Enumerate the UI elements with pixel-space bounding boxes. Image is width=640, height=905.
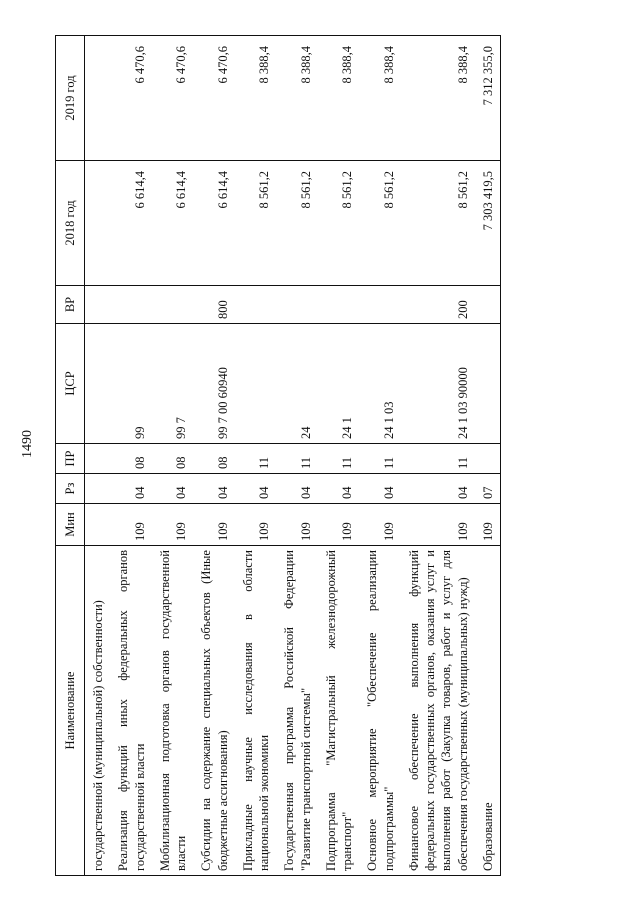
row-name: государственной (муниципальной) собственности) [85, 546, 111, 876]
row-2019 [85, 36, 111, 161]
row-2018: 6 614,4 [152, 161, 194, 286]
row-rz: 04 [110, 474, 152, 504]
row-min [85, 504, 111, 546]
table-row [85, 36, 111, 876]
row-csr [475, 324, 501, 444]
row-pr: 11 [276, 444, 318, 474]
row-2018: 7 303 419,5 [475, 161, 501, 286]
table-row [401, 36, 475, 876]
row-csr [85, 324, 111, 444]
row-2019: 8 388,4 [401, 36, 475, 161]
row-pr: 11 [401, 444, 475, 474]
row-2018: 8 561,2 [359, 161, 401, 286]
row-name: Подпрограмма "Магистральный железнодорожный транспорт" [318, 546, 360, 876]
row-2019: 8 388,4 [276, 36, 318, 161]
row-csr: 99 7 [152, 324, 194, 444]
table-row [276, 36, 318, 876]
row-name: Государственная программа Российской Федерации "Развитие транспортной системы" [276, 546, 318, 876]
row-csr: 24 1 03 [359, 324, 401, 444]
row-min: 109 [110, 504, 152, 546]
row-vr: 200 [401, 286, 475, 324]
row-name: Прикладные научные исследования в области национальной экономики [235, 546, 277, 876]
row-2019: 8 388,4 [359, 36, 401, 161]
column-header-vr: ВР [56, 286, 85, 324]
row-min: 109 [401, 504, 475, 546]
row-csr: 24 1 03 90000 [401, 324, 475, 444]
row-2019: 6 470,6 [110, 36, 152, 161]
row-pr: 08 [110, 444, 152, 474]
row-csr [235, 324, 277, 444]
row-csr: 99 7 00 60940 [193, 324, 235, 444]
row-name: Финансовое обеспечение выполнения функций федеральных государственных органов, оказания услуг и выполнения работ (Закупка товаров, работ и услуг для обеспечения государственных (муниципальных) нужд) [401, 546, 475, 876]
budget-table [55, 35, 501, 876]
row-csr: 24 [276, 324, 318, 444]
row-min: 109 [318, 504, 360, 546]
row-rz [85, 474, 111, 504]
row-2019: 6 470,6 [193, 36, 235, 161]
row-pr: 11 [235, 444, 277, 474]
row-rz: 04 [276, 474, 318, 504]
row-rz: 04 [152, 474, 194, 504]
table-row [359, 36, 401, 876]
row-2019: 6 470,6 [152, 36, 194, 161]
table-row [475, 36, 501, 876]
column-header-min: Мин [56, 504, 85, 546]
row-vr [276, 286, 318, 324]
row-pr: 08 [152, 444, 194, 474]
column-header-2019: 2019 год [56, 36, 85, 161]
row-rz: 04 [359, 474, 401, 504]
row-vr [318, 286, 360, 324]
row-rz: 04 [401, 474, 475, 504]
column-header-rz: Рз [56, 474, 85, 504]
column-header-pr: ПР [56, 444, 85, 474]
row-2018: 8 561,2 [401, 161, 475, 286]
row-name: Реализация функций иных федеральных органов государственной власти [110, 546, 152, 876]
row-name: Образование [475, 546, 501, 876]
row-min: 109 [152, 504, 194, 546]
table-row [235, 36, 277, 876]
row-name: Субсидии на содержание специальных объектов (Иные бюджетные ассигнования) [193, 546, 235, 876]
row-min: 109 [235, 504, 277, 546]
row-vr [475, 286, 501, 324]
row-2018: 6 614,4 [193, 161, 235, 286]
row-2018: 8 561,2 [276, 161, 318, 286]
row-2019: 8 388,4 [235, 36, 277, 161]
row-2018: 8 561,2 [318, 161, 360, 286]
row-2018 [85, 161, 111, 286]
row-rz: 04 [318, 474, 360, 504]
table-row [110, 36, 152, 876]
page-number: 1490 [20, 430, 35, 458]
row-pr: 11 [359, 444, 401, 474]
row-rz: 04 [235, 474, 277, 504]
table-row [318, 36, 360, 876]
row-pr [475, 444, 501, 474]
row-name: Мобилизационная подготовка органов государственной власти [152, 546, 194, 876]
column-header-name: Наименование [56, 546, 85, 876]
row-min: 109 [193, 504, 235, 546]
table-row [193, 36, 235, 876]
row-pr: 08 [193, 444, 235, 474]
row-vr [235, 286, 277, 324]
row-min: 109 [276, 504, 318, 546]
table-row [152, 36, 194, 876]
row-pr [85, 444, 111, 474]
row-rz: 04 [193, 474, 235, 504]
rotated-table-container [55, 36, 575, 876]
row-2018: 6 614,4 [110, 161, 152, 286]
row-pr: 11 [318, 444, 360, 474]
row-vr [110, 286, 152, 324]
row-vr [85, 286, 111, 324]
row-min: 109 [475, 504, 501, 546]
column-header-2018: 2018 год [56, 161, 85, 286]
column-header-csr: ЦСР [56, 324, 85, 444]
row-vr: 800 [193, 286, 235, 324]
row-min: 109 [359, 504, 401, 546]
row-name: Основное мероприятие "Обеспечение реализации подпрограммы" [359, 546, 401, 876]
row-csr: 99 [110, 324, 152, 444]
row-2019: 7 312 355,0 [475, 36, 501, 161]
row-vr [359, 286, 401, 324]
row-rz: 07 [475, 474, 501, 504]
row-2019: 8 388,4 [318, 36, 360, 161]
row-csr: 24 1 [318, 324, 360, 444]
row-vr [152, 286, 194, 324]
row-2018: 8 561,2 [235, 161, 277, 286]
table-header-row [56, 36, 85, 876]
